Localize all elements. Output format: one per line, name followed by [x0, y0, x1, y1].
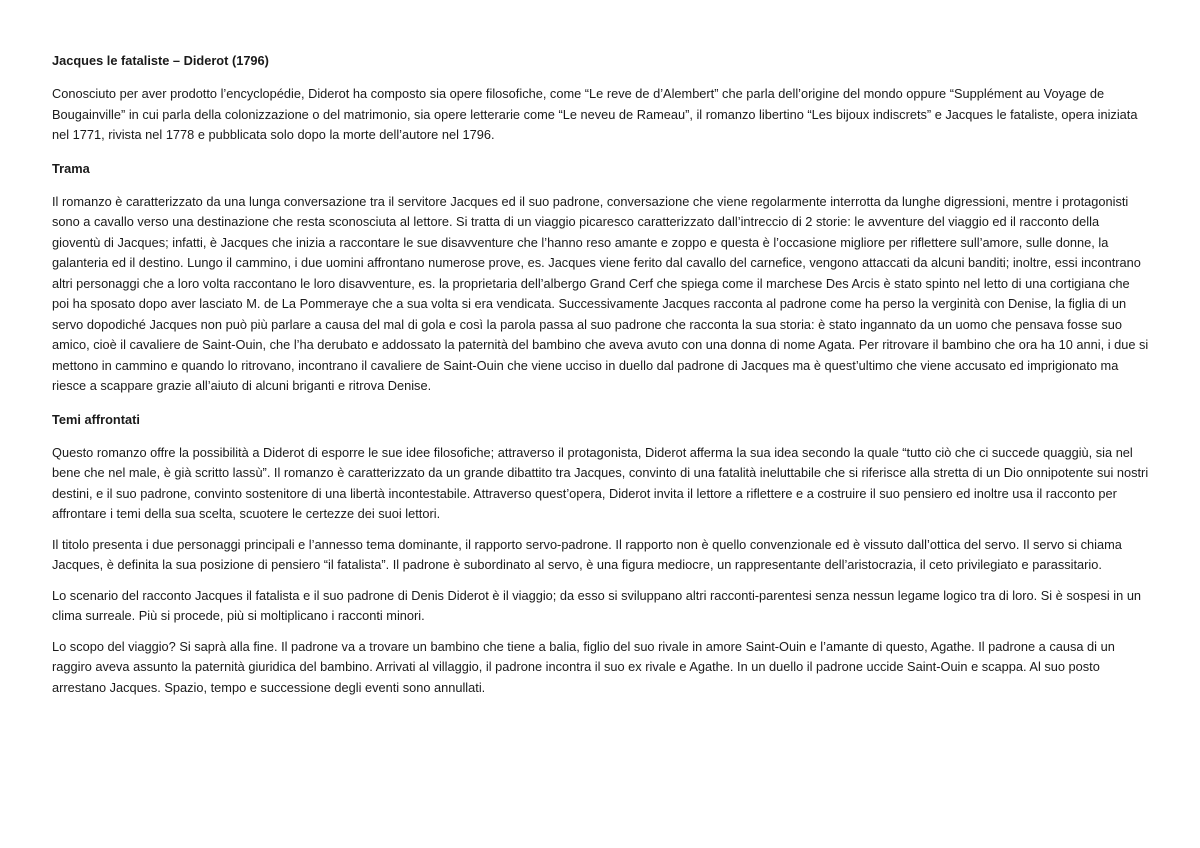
section-heading-temi: Temi affrontati — [52, 411, 140, 427]
document-title: Jacques le fataliste – Diderot (1796) — [52, 53, 269, 68]
temi-paragraph-4: Lo scopo del viaggio? Si saprà alla fine. Il padrone va a trovare un bambino che tiene a balia, figlio del suo rivale in amore Saint-Ouin e l’amante di questo, Agathe. Il padrone a causa di un raggiro aveva assunto la paternità giuridica del bambino. Arrivati al villaggio, il padrone incontra il suo ex rivale e Agathe. In un duello il padrone uccide Saint-Ouin e scappa. Al suo posto arrestano Jacques. Spazio, tempo e successione degli eventi sono annullati. — [52, 638, 1115, 695]
temi-paragraph-3: Lo scenario del racconto Jacques il fatalista e il suo padrone di Denis Diderot è il viaggio; da esso si sviluppano altri racconti-parentesi senza nessun legame logico tra di loro. Si è sospesi in un clima surreale. Più si procede, più si moltiplicano i racconti minori. — [52, 587, 1142, 623]
document-page — [52, 52, 1150, 708]
section-heading-trama: Trama — [52, 160, 90, 176]
temi-paragraph-2: Il titolo presenta i due personaggi principali e l’annesso tema dominante, il rapporto servo-padrone. Il rapporto non è quello convenzionale ed è vissuto dall’ottica del servo. Il servo si chiama Jacques, è definita la sua posizione di pensiero “il fatalista”. Il padrone è subordinato al servo, è una figura mediocre, un rappresentante dell’aristocrazia, il ceto privilegiato e parassitario. — [52, 536, 1122, 572]
intro-paragraph: Conosciuto per aver prodotto l’encyclopédie, Diderot ha composto sia opere filosofiche, come “Le reve de d’Alembert” che parla dell’origine del mondo oppure “Supplément au Voyage de Bougainville” in cui parla della colonizzazione o del matrimonio, sia opere letterarie come “Le neveu de Rameau”, il romanzo libertino “Les bijoux indiscrets” e Jacques le fataliste, opera iniziata nel 1771, rivista nel 1778 e pubblicata solo dopo la morte dell’autore nel 1796. — [52, 86, 1138, 142]
trama-paragraph: Il romanzo è caratterizzato da una lunga conversazione tra il servitore Jacques ed il suo padrone, conversazione che viene regolarmente interrotta da lunghe digressioni, mentre i protagonisti sono a cavallo verso una destinazione che resta sconosciuta al lettore. Si tratta di un viaggio picaresco caratterizzato dall’intreccio di 2 storie: le avventure del viaggio ed il racconto della gioventù di Jacques; infatti, è Jacques che inizia a raccontare le sue disavventure che l’hanno reso amante e zoppo e questa è l’occasione migliore per riflettere sull’amore, sulle donne, la galanteria ed il destino. Lungo il cammino, i due uomini affrontano numerose prove, es. Jacques viene ferito dal cavallo del carnefice, vengono attaccati da alcuni banditi; inoltre, essi incontrano altri personaggi che a loro volta raccontano le loro disavventure, es. la proprietaria dell’albergo Grand Cerf che spiega come il marchese Des Arcis è stato spinto nel letto di una cortigiana che poi ha sposato dopo aver lasciato M. de La Pommeraye che a sua volta si era vendicata. Successivamente Jacques racconta al padrone come ha perso la verginità con Denise, la figlia di un servo dopodiché Jacques non può più parlare a causa del mal di gola e così la parola passa al suo padrone che racconta la sua storia: è stato ingannato da un uomo che pensava fosse suo amico, cioè il cavaliere de Saint-Ouin, che l’ha derubato e addossato la paternità del bambino che aveva avuto con una donna di nome Agata. Per ritrovare il bambino che ora ha 10 anni, i due si mettono in cammino e quando lo ritrovano, incontrano il cavaliere de Saint-Ouin che viene ucciso in duello dal padrone di Jacques ma è quest’ultimo che viene accusato ed imprigionato ma riesce a scappare grazie all’aiuto di alcuni briganti e ritrova Denise. — [52, 193, 1149, 393]
temi-paragraph-1: Questo romanzo offre la possibilità a Diderot di esporre le sue idee filosofiche; attraverso il protagonista, Diderot afferma la sua idea secondo la quale “tutto ciò che ci succede quaggiù, sia nel bene che nel male, è già scritto lassù”. Il romanzo è caratterizzato da un grande dibattito tra Jacques, convinto di una fatalità ineluttabile che si riferisce alla stretta di un Dio onnipotente sui nostri destini, e il suo padrone, convinto sostenitore di una libertà incontestabile. Attraverso quest’opera, Diderot invita il lettore a riflettere e a costruire il suo pensiero ed inoltre usa il racconto per affrontare i temi della sua scelta, scuotere le certezze dei suoi lettori. — [52, 444, 1149, 521]
